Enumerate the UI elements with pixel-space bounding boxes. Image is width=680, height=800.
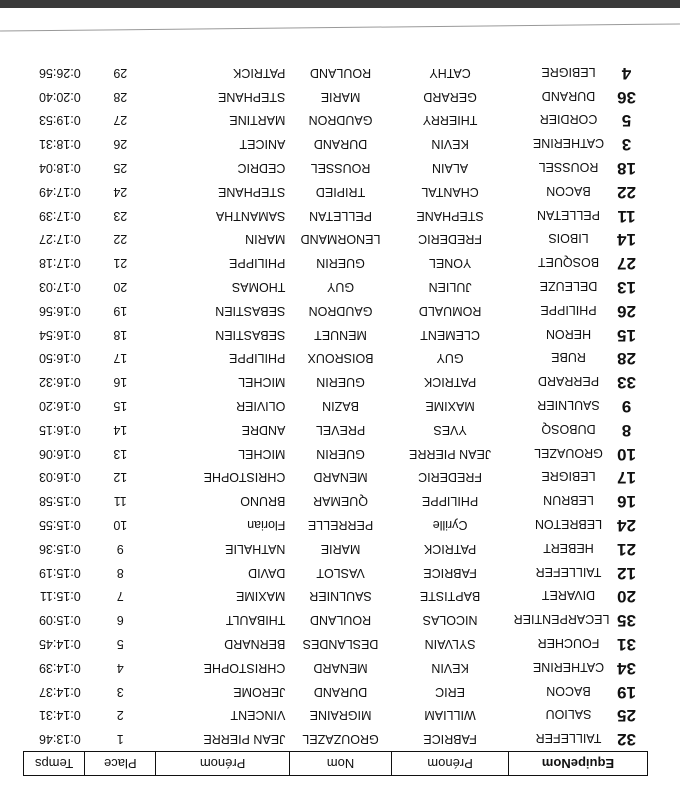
cell-nom-2: MARIE [320, 541, 361, 556]
cell-temps: 0:26:56 [39, 65, 81, 80]
cell-nom-2: BOISROUX [307, 351, 374, 366]
cell-prenom-2: MAXIME [236, 589, 286, 604]
cell-prenom-1: JULIEN [428, 279, 472, 294]
cell-prenom-1: GERARD [423, 89, 477, 104]
results-body [24, 61, 648, 752]
cell-place: 14 [113, 422, 128, 437]
cell-prenom-1: WILLIAM [424, 708, 476, 723]
cell-equipe: 27 [617, 254, 636, 274]
cell-place: 28 [113, 89, 128, 104]
cell-prenom-2: NATHALIE [225, 541, 286, 556]
cell-nom-1: LEBIGRE [541, 469, 596, 484]
cell-nom-1: RUBE [551, 350, 586, 365]
cell-equipe: 11 [617, 206, 636, 226]
cell-prenom-1: STEPHANE [416, 208, 484, 223]
cell-prenom-1: CLEMENT [420, 327, 480, 342]
cell-place: 15 [113, 398, 128, 413]
cell-prenom-1: MAXIME [425, 398, 475, 413]
cell-nom-2: MIGRAINE [309, 708, 372, 723]
cell-prenom-1: GUY [436, 351, 464, 366]
cell-temps: 0:18:31 [39, 137, 81, 152]
cell-nom-2: GUERIN [316, 256, 365, 271]
cell-place: 4 [116, 660, 124, 675]
cell-nom-1: CATHERINE [532, 659, 605, 674]
table-row [24, 703, 648, 727]
table-row [24, 251, 648, 275]
cell-nom-1: SALIOU [545, 707, 592, 722]
cell-equipe: 10 [617, 444, 636, 464]
table-row [24, 275, 648, 299]
cell-place: 21 [113, 256, 128, 271]
table-row [24, 656, 648, 680]
cell-prenom-2: CHRISTOPHE [203, 660, 286, 675]
cell-prenom-1: KEVIN [431, 137, 469, 152]
results-sheet [23, 36, 648, 776]
cell-temps: 0:20:40 [39, 89, 81, 104]
cell-temps: 0:18:04 [39, 160, 81, 175]
row-equipe-nom-cell [508, 299, 647, 323]
cell-equipe: 15 [617, 325, 636, 345]
cell-temps: 0:17:49 [39, 184, 81, 199]
cell-temps: 0:15:19 [39, 565, 81, 580]
row-equipe-nom-cell [508, 489, 647, 513]
cell-prenom-2: DAVID [248, 565, 286, 580]
cell-prenom-2: SEBASTIEN [215, 327, 286, 342]
cell-temps: 0:15:58 [39, 494, 81, 509]
cell-place: 23 [113, 208, 128, 223]
cell-prenom-1: PATRICK [423, 375, 477, 390]
cell-temps: 0:16:03 [39, 470, 81, 485]
row-equipe-nom-cell [508, 251, 647, 275]
header-equipe-nom [508, 752, 647, 776]
cell-prenom-2: ANDRE [241, 422, 286, 437]
cell-nom-1: LEBIGRE [541, 64, 596, 79]
cell-nom-1: DELEUZE [539, 278, 598, 293]
row-equipe-nom-cell [508, 513, 647, 537]
cell-prenom-2: THOMAS [231, 279, 286, 294]
cell-temps: 0:14:37 [39, 684, 81, 699]
header-equipe: Equipe [570, 756, 615, 771]
cell-place: 1 [116, 732, 124, 747]
cell-nom-2: PREVEL [315, 422, 366, 437]
table-row [24, 584, 648, 608]
cell-equipe: 17 [617, 468, 636, 488]
cell-nom-2: GROUZAZEL [302, 732, 379, 747]
table-row [24, 727, 648, 751]
cell-prenom-1: CHANTAL [421, 184, 479, 199]
cell-equipe: 25 [617, 706, 636, 726]
header-temps: Temps [24, 752, 85, 776]
cell-prenom-2: CHRISTOPHE [203, 470, 286, 485]
cell-place: 6 [116, 613, 124, 628]
cell-place: 8 [116, 565, 124, 580]
cell-equipe: 8 [621, 420, 632, 440]
row-equipe-nom-cell [508, 394, 647, 418]
cell-prenom-1: THIERRY [422, 113, 478, 128]
cell-place: 12 [113, 470, 128, 485]
cell-temps: 0:13:46 [39, 732, 81, 747]
cell-nom-1: CATHERINE [532, 136, 605, 151]
table-row [24, 85, 648, 109]
row-equipe-nom-cell [508, 727, 647, 751]
cell-prenom-2: MICHEL [238, 446, 286, 461]
cell-prenom-1: FABRICE [423, 565, 477, 580]
cell-nom-2: GAUDRON [308, 113, 373, 128]
cell-place: 18 [113, 327, 128, 342]
cell-prenom-1: BAPTISTE [419, 589, 481, 604]
table-row [24, 513, 648, 537]
row-equipe-nom-cell [508, 680, 647, 704]
cell-place: 9 [116, 541, 124, 556]
table-row [24, 346, 648, 370]
table-row [24, 632, 648, 656]
header-prenom-1: Prénom [392, 752, 509, 776]
cell-prenom-2: PATRICK [233, 65, 286, 80]
row-equipe-nom-cell [508, 632, 647, 656]
row-equipe-nom-cell [508, 346, 647, 370]
cell-prenom-2: STEPHANE [217, 184, 286, 199]
cell-nom-2: TRIPIED [315, 184, 366, 199]
cell-prenom-1: FABRICE [423, 732, 477, 747]
cell-prenom-2: PHILIPPE [229, 351, 286, 366]
row-equipe-nom-cell [508, 584, 647, 608]
cell-prenom-1: ERIC [435, 684, 466, 699]
row-equipe-nom-cell [508, 180, 647, 204]
row-equipe-nom-cell [508, 156, 647, 180]
table-row [24, 61, 648, 85]
row-equipe-nom-cell [508, 61, 647, 85]
cell-place: 27 [113, 113, 128, 128]
cell-equipe: 12 [617, 563, 636, 583]
cell-equipe: 16 [617, 492, 636, 512]
cell-temps: 0:15:36 [39, 541, 81, 556]
table-row [24, 489, 648, 513]
cell-prenom-2: JEROME [233, 684, 286, 699]
cell-place: 2 [116, 708, 124, 723]
cell-temps: 0:17:18 [39, 256, 81, 271]
cell-temps: 0:17:27 [39, 232, 81, 247]
cell-equipe: 5 [621, 111, 632, 131]
cell-nom-1: BACON [546, 183, 591, 198]
cell-prenom-2: Florian [247, 517, 286, 532]
cell-place: 19 [113, 303, 128, 318]
cell-temps: 0:16:56 [39, 303, 81, 318]
cell-temps: 0:15:55 [39, 517, 81, 532]
cell-equipe: 22 [617, 182, 636, 202]
cell-nom-1: HEBERT [543, 540, 594, 555]
row-equipe-nom-cell [508, 85, 647, 109]
row-equipe-nom-cell [508, 703, 647, 727]
table-row [24, 156, 648, 180]
cell-prenom-1: KEVIN [431, 660, 469, 675]
cell-prenom-1: YONEL [428, 256, 472, 271]
cell-nom-2: DURAND [313, 684, 368, 699]
row-equipe-nom-cell [508, 656, 647, 680]
scan-dark-edge [0, 0, 680, 8]
cell-prenom-1: ROMUALD [418, 303, 482, 318]
results-table [23, 61, 648, 776]
row-equipe-nom-cell [508, 108, 647, 132]
table-row [24, 465, 648, 489]
cell-nom-2: MENUET [314, 327, 367, 342]
cell-nom-1: PELLETAN [537, 207, 600, 222]
table-row [24, 442, 648, 466]
cell-prenom-2: MARIN [245, 232, 286, 247]
cell-place: 13 [113, 446, 128, 461]
cell-place: 29 [113, 65, 128, 80]
cell-place: 10 [113, 517, 128, 532]
cell-nom-2: GUERIN [316, 375, 365, 390]
cell-nom-2: ROULAND [309, 65, 372, 80]
cell-nom-1: DURAND [541, 88, 596, 103]
row-equipe-nom-cell [508, 323, 647, 347]
cell-nom-2: DESLANDES [302, 636, 379, 651]
row-equipe-nom-cell [508, 275, 647, 299]
cell-prenom-2: THIBAULT [225, 613, 286, 628]
cell-nom-1: LEBRETON [534, 516, 603, 531]
row-equipe-nom-cell [508, 465, 647, 489]
cell-nom-2: DURAND [313, 137, 368, 152]
row-equipe-nom-cell [508, 132, 647, 156]
cell-place: 22 [113, 232, 128, 247]
cell-prenom-1: FREDERIC [418, 232, 483, 247]
cell-equipe: 35 [617, 611, 636, 631]
cell-nom-2: MARIE [320, 89, 361, 104]
row-equipe-nom-cell [508, 442, 647, 466]
cell-place: 7 [116, 589, 124, 604]
cell-nom-2: PERRELLE [307, 517, 374, 532]
cell-prenom-1: CATHY [429, 65, 471, 80]
cell-place: 16 [113, 375, 128, 390]
cell-place: 20 [113, 279, 128, 294]
cell-prenom-1: ALAIN [432, 160, 469, 175]
cell-temps: 0:14:39 [39, 660, 81, 675]
table-row [24, 204, 648, 228]
cell-prenom-1: Cyrille [432, 517, 468, 532]
cell-nom-2: LENORMAND [300, 232, 381, 247]
cell-prenom-2: MICHEL [238, 375, 286, 390]
header-place: Place [85, 752, 156, 776]
cell-equipe: 28 [617, 349, 636, 369]
cell-nom-2: MENARD [313, 470, 368, 485]
table-row [24, 132, 648, 156]
cell-prenom-1: YVES [433, 422, 467, 437]
row-equipe-nom-cell [508, 608, 647, 632]
cell-temps: 0:16:32 [39, 375, 81, 390]
cell-nom-2: QUEMAR [313, 494, 368, 509]
row-equipe-nom-cell [508, 418, 647, 442]
cell-temps: 0:14:31 [39, 708, 81, 723]
cell-nom-1: LIBOIS [548, 231, 589, 246]
table-row [24, 537, 648, 561]
cell-equipe: 21 [617, 539, 636, 559]
cell-equipe: 18 [617, 158, 636, 178]
cell-temps: 0:17:03 [39, 279, 81, 294]
cell-nom-2: ROUSSEL [310, 160, 371, 175]
table-row [24, 608, 648, 632]
table-row [24, 370, 648, 394]
cell-nom-1: DUBOSQ [541, 421, 596, 436]
cell-equipe: 34 [617, 658, 636, 678]
cell-nom-1: CORDIER [539, 112, 598, 127]
cell-nom-1: BACON [546, 683, 591, 698]
cell-prenom-2: BERNARD [224, 636, 286, 651]
cell-nom-1: LECARPENTIER [513, 612, 610, 627]
header-row [24, 752, 648, 776]
table-row [24, 394, 648, 418]
cell-nom-1: SAULNIER [537, 397, 600, 412]
row-equipe-nom-cell [508, 227, 647, 251]
cell-prenom-1: NICOLAS [422, 613, 478, 628]
cell-prenom-1: SYLVAIN [424, 636, 476, 651]
table-row [24, 108, 648, 132]
table-row [24, 418, 648, 442]
table-row [24, 561, 648, 585]
table-row [24, 323, 648, 347]
cell-equipe: 36 [617, 87, 636, 107]
cell-prenom-2: BRUNO [240, 494, 286, 509]
cell-nom-1: GROUAZEL [534, 445, 603, 460]
cell-nom-2: ROULAND [309, 613, 372, 628]
cell-nom-1: FOUCHER [537, 635, 600, 650]
cell-nom-1: HERON [545, 326, 592, 341]
row-equipe-nom-cell [508, 204, 647, 228]
header-prenom-2: Prénom [156, 752, 289, 776]
row-equipe-nom-cell [508, 370, 647, 394]
cell-prenom-2: CEDRIC [237, 160, 286, 175]
cell-prenom-1: PHILIPPE [421, 494, 479, 509]
cell-prenom-2: PHILIPPE [229, 256, 286, 271]
cell-equipe: 24 [617, 515, 636, 535]
cell-equipe: 3 [621, 135, 632, 155]
cell-prenom-2: ANICET [239, 137, 286, 152]
row-equipe-nom-cell [508, 561, 647, 585]
scan-fold-line [0, 23, 680, 31]
cell-nom-2: MENARD [313, 660, 368, 675]
cell-equipe: 19 [617, 682, 636, 702]
cell-prenom-2: JEAN PIERRE [203, 732, 286, 747]
cell-temps: 0:16:50 [39, 351, 81, 366]
cell-prenom-2: SEBASTIEN [215, 303, 286, 318]
cell-temps: 0:15:11 [39, 589, 81, 604]
cell-nom-2: VASLOT [316, 565, 365, 580]
cell-equipe: 20 [617, 587, 636, 607]
cell-equipe: 32 [617, 730, 636, 750]
cell-temps: 0:16:06 [39, 446, 81, 461]
cell-nom-2: GUY [326, 279, 355, 294]
cell-nom-1: DIVARET [541, 588, 596, 603]
cell-nom-2: BAZIN [322, 398, 359, 413]
cell-prenom-2: STEPHANE [217, 89, 286, 104]
cell-nom-1: PERRARD [537, 374, 600, 389]
cell-nom-1: TAILLEFER [535, 731, 602, 746]
cell-place: 11 [113, 494, 127, 509]
cell-prenom-2: SAMANTHA [215, 208, 286, 223]
cell-prenom-1: PATRICK [423, 541, 477, 556]
cell-equipe: 13 [617, 277, 636, 297]
cell-temps: 0:15:09 [39, 613, 81, 628]
cell-equipe: 26 [617, 301, 636, 321]
cell-nom-1: LEBRUN [543, 493, 594, 508]
cell-equipe: 4 [621, 63, 632, 83]
cell-temps: 0:17:39 [39, 208, 81, 223]
cell-nom-1: PHILIPPE [540, 302, 597, 317]
table-row [24, 680, 648, 704]
cell-prenom-1: FREDERIC [418, 470, 483, 485]
cell-equipe: 14 [617, 230, 636, 250]
cell-place: 26 [113, 137, 128, 152]
cell-place: 25 [113, 160, 128, 175]
cell-prenom-2: VINCENT [230, 708, 286, 723]
row-equipe-nom-cell [508, 537, 647, 561]
cell-temps: 0:19:53 [39, 113, 81, 128]
cell-nom-1: BOSQUET [537, 255, 600, 270]
cell-nom-2: GAUDRON [308, 303, 373, 318]
table-row [24, 227, 648, 251]
table-row [24, 299, 648, 323]
cell-nom-1: TAILLEFER [535, 564, 602, 579]
cell-temps: 0:16:20 [39, 398, 81, 413]
cell-place: 5 [116, 636, 124, 651]
cell-nom-2: PELLETAN [309, 208, 373, 223]
cell-nom-2: GUERIN [316, 446, 365, 461]
cell-temps: 0:16:15 [39, 422, 81, 437]
cell-nom-2: SAULNIER [309, 589, 372, 604]
cell-temps: 0:14:45 [39, 636, 81, 651]
header-nom-2: Nom [289, 752, 391, 776]
cell-nom-1: ROUSSEL [538, 159, 599, 174]
cell-place: 24 [113, 184, 128, 199]
cell-equipe: 33 [617, 373, 636, 393]
cell-equipe: 9 [621, 396, 632, 416]
cell-prenom-2: MARTINE [229, 113, 286, 128]
cell-temps: 0:16:54 [39, 327, 81, 342]
table-row [24, 180, 648, 204]
cell-prenom-2: OLIVIER [236, 398, 286, 413]
cell-place: 17 [113, 351, 128, 366]
header-nom-1: Nom [541, 756, 571, 771]
cell-prenom-1: JEAN PIERRE [409, 446, 492, 461]
cell-equipe: 31 [617, 634, 636, 654]
cell-place: 3 [116, 684, 124, 699]
